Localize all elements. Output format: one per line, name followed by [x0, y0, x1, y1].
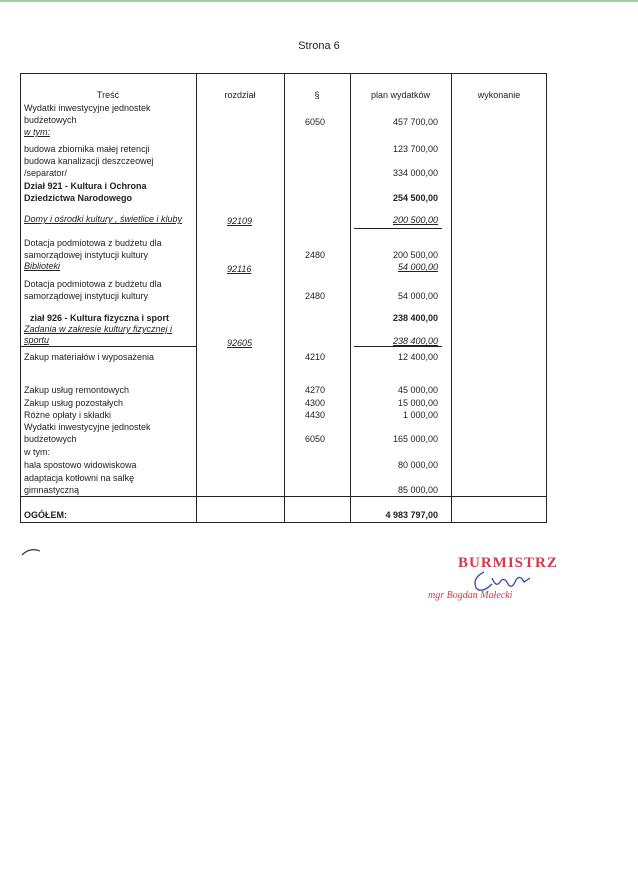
- row-14-text-1: w tym:: [24, 447, 50, 457]
- row-6-text-1: Dotacja podmiotowa z budżetu dla: [24, 238, 162, 248]
- row-7-paragraf: 2480: [305, 291, 326, 301]
- row-10-plan: 45 000,00: [397, 385, 438, 395]
- row-5-plan: 200 500,00: [392, 215, 438, 225]
- row-6-text-3: Biblioteki: [24, 261, 61, 271]
- table-bottom-border: [20, 522, 547, 523]
- stamp-title: BURMISTRZ: [458, 555, 558, 571]
- header-tresc: Treść: [96, 90, 120, 100]
- row-9-text-1: Zakup materiałów i wyposażenia: [24, 352, 155, 362]
- row-7-plan: 54 000,00: [397, 291, 438, 301]
- row-12-text-1: Różne opłaty i składki: [24, 410, 112, 420]
- row-1-plan: 457 700,00: [392, 117, 438, 127]
- row-13-text-1: Wydatki inwestycyjne jednostek: [24, 422, 151, 432]
- stamp-name: mgr Bogdan Małecki: [428, 590, 513, 601]
- page-number: Strona 6: [298, 40, 340, 52]
- row-13-text-2: budżetowych: [24, 434, 77, 444]
- row-2-text-1: budowa zbiornika małej retencji: [24, 144, 150, 154]
- scan-mark: [20, 545, 44, 557]
- row-8-rozdzial: 92605: [227, 338, 253, 348]
- row-16-plan: 85 000,00: [397, 485, 438, 495]
- row-11-text-1: Zakup usług pozostałych: [24, 398, 124, 408]
- row-3-plan: 334 000,00: [392, 168, 438, 178]
- row-10-paragraf: 4270: [305, 385, 326, 395]
- row-6-plan: 200 500,00: [392, 250, 438, 260]
- row-6-plan-sub: 54 000,00: [397, 262, 438, 272]
- row-16-text-2: gimnastyczną: [24, 485, 80, 495]
- row-8-plan: 238 400,00: [392, 313, 438, 323]
- row-12-paragraf: 4430: [305, 410, 326, 420]
- row-3-text-1: budowa kanalizacji deszczeowej: [24, 156, 154, 166]
- row-5-plan-underline: [354, 228, 442, 229]
- row-1-text-2: budżetowych: [24, 115, 77, 125]
- row-1-text-1: Wydatki inwestycyjne jednostek: [24, 103, 151, 113]
- row-8-plan-sub: 238 400,00: [392, 336, 438, 346]
- row-6-rozdzial: 92116: [227, 264, 252, 274]
- row-11-plan: 15 000,00: [397, 398, 438, 408]
- row-9-paragraf: 4210: [305, 352, 326, 362]
- header-paragraf: §: [314, 90, 320, 100]
- row-2-plan: 123 700,00: [392, 144, 438, 154]
- row-8-text-3: sportu: [24, 335, 50, 345]
- page-top-edge: [0, 0, 638, 2]
- table-left-border: [20, 73, 21, 523]
- col-divider-rozdzial: [196, 73, 197, 523]
- total-plan: 4 983 797,00: [385, 510, 438, 520]
- row-4-text-2: Dziedzictwa Narodowego: [24, 193, 133, 203]
- row-1-text-3: w tym:: [24, 127, 50, 137]
- row-5-rozdzial: 92109: [227, 216, 253, 226]
- row-8-plan-underline: [354, 346, 442, 347]
- row-6-text-2: samorządowej instytucji kultury: [24, 250, 149, 260]
- row-8-text-underline: [20, 346, 196, 347]
- row-15-plan: 80 000,00: [397, 460, 438, 470]
- row-7-text-1: Dotacja podmiotowa z budżetu dla: [24, 279, 162, 289]
- row-13-paragraf: 6050: [305, 434, 326, 444]
- row-11-paragraf: 4300: [305, 398, 326, 408]
- row-7-text-2: samorządowej instytucji kultury: [24, 291, 149, 301]
- row-3-text-2: /separator/: [24, 168, 68, 178]
- col-divider-plan: [350, 73, 351, 523]
- total-top-border: [20, 496, 547, 497]
- row-5-text-1: Domy i ośrodki kultury , świetlice i kluby: [24, 214, 183, 224]
- col-divider-wykonanie: [451, 73, 452, 523]
- row-12-plan: 1 000,00: [402, 410, 438, 420]
- row-1-paragraf: 6050: [305, 117, 326, 127]
- header-wykonanie: wykonanie: [477, 90, 521, 100]
- header-plan: plan wydatków: [370, 90, 431, 100]
- row-13-plan: 165 000,00: [392, 434, 438, 444]
- row-8-text-1: ział 926 - Kultura fizyczna i sport: [30, 313, 170, 323]
- row-15-text-1: hala spostowo widowiskowa: [24, 460, 137, 470]
- signature-icon: [470, 566, 550, 594]
- header-rozdzial: rozdział: [224, 90, 256, 100]
- table-right-border: [546, 73, 547, 523]
- total-label: OGÓŁEM:: [24, 510, 67, 520]
- col-divider-paragraf: [284, 73, 285, 523]
- row-9-plan: 12 400,00: [397, 352, 438, 362]
- row-4-text-1: Dział 921 - Kultura i Ochrona: [24, 181, 147, 191]
- row-8-text-2: Zadania w zakresie kultury fizycznej i: [24, 324, 173, 334]
- row-16-text-1: adaptacja kotłowni na salkę: [24, 473, 135, 483]
- row-6-paragraf: 2480: [305, 250, 326, 260]
- row-10-text-1: Zakup usług remontowych: [24, 385, 130, 395]
- row-4-plan: 254 500,00: [392, 193, 438, 203]
